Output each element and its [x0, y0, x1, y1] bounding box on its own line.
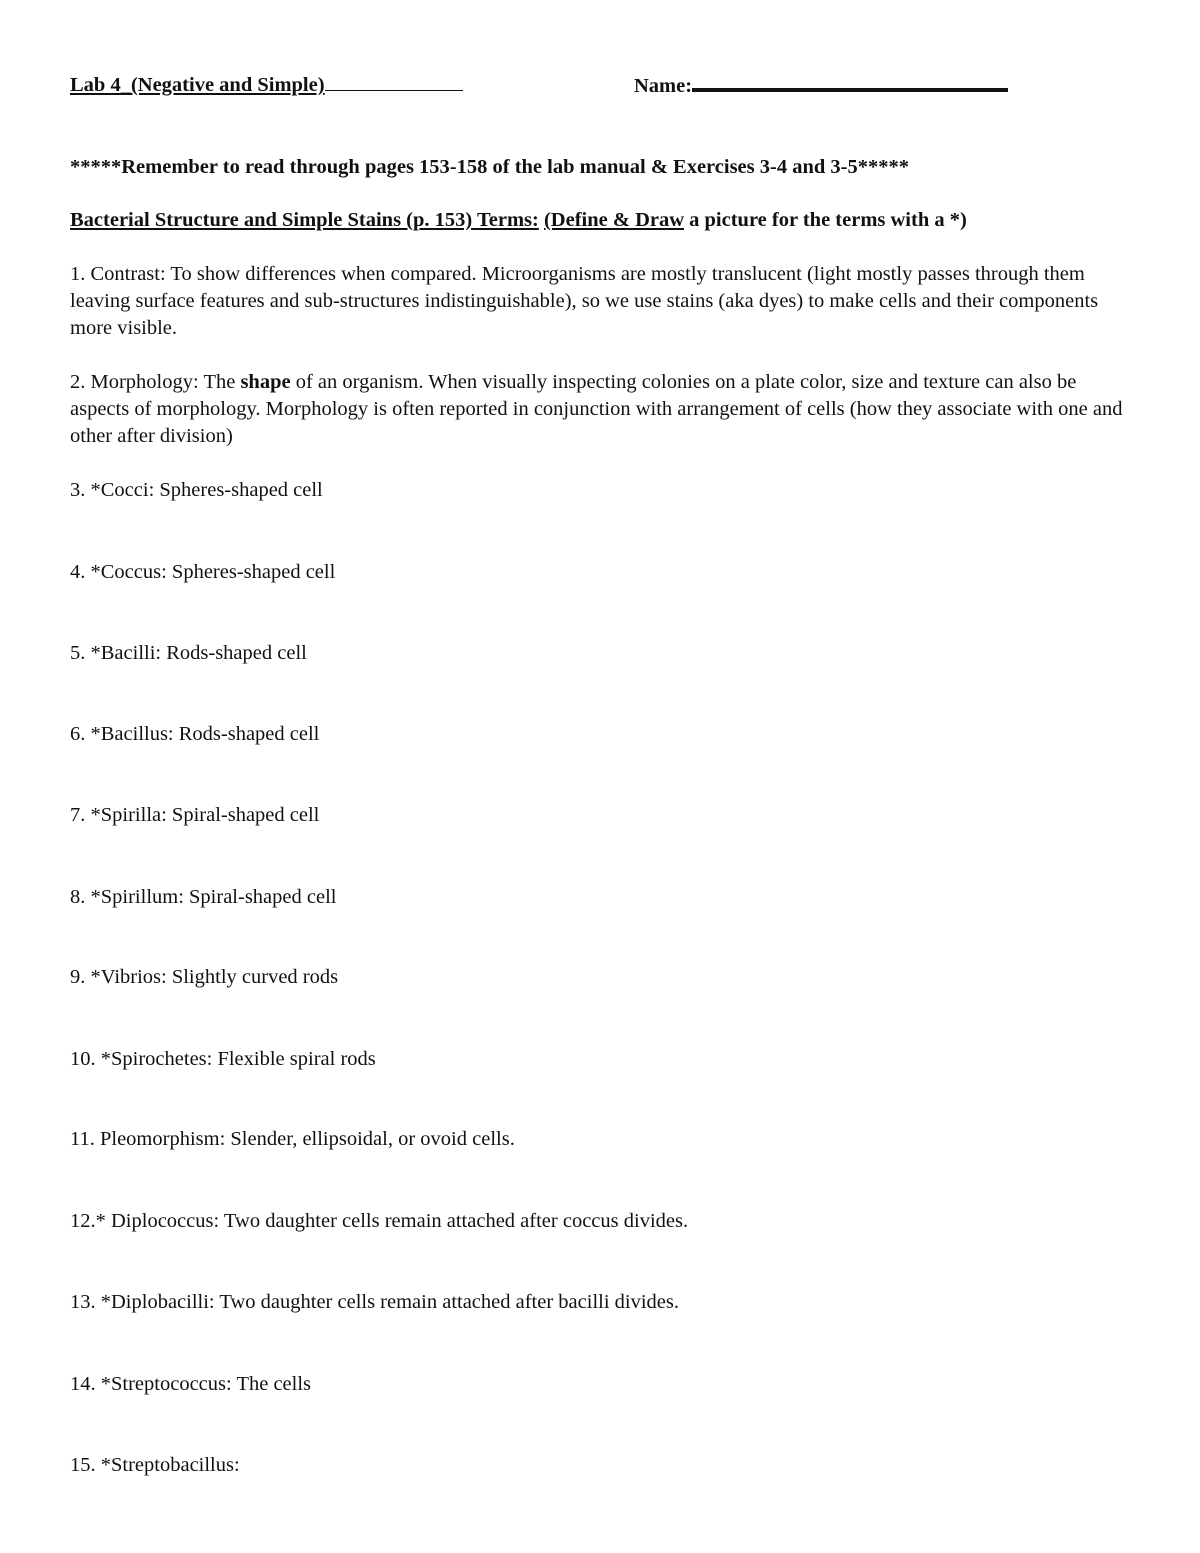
term-pleomorphism: 11. Pleomorphism: Slender, ellipsoidal, or ovoid cells.: [70, 1128, 515, 1150]
lab-title-text: Lab 4_(Negative and Simple): [70, 74, 325, 96]
term-spirillum: 8. *Spirillum: Spiral-shaped cell: [70, 886, 337, 908]
define-draw-instruction: (Define & Draw: [543, 209, 685, 231]
name-label: Name:: [634, 75, 693, 97]
term-streptobacillus: 15. *Streptobacillus:: [70, 1454, 240, 1476]
term-bacilli: 5. *Bacilli: Rods-shaped cell: [70, 642, 307, 664]
term-bacillus: 6. *Bacillus: Rods-shaped cell: [70, 723, 320, 745]
name-field: [634, 74, 1008, 98]
section-title: Bacterial Structure and Simple Stains (p. 153) Terms:: [70, 209, 539, 231]
term-streptococcus: 14. *Streptococcus: The cells: [70, 1373, 312, 1395]
term-diplobacilli: 13. *Diplobacilli: Two daughter cells remain attached after bacilli divides.: [70, 1291, 680, 1313]
title-blank-line: [325, 74, 463, 91]
section-heading: [70, 207, 967, 234]
term-morphology: [70, 369, 1140, 450]
term-spirochetes: 10. *Spirochetes: Flexible spiral rods: [70, 1048, 376, 1070]
term-coccus: 4. *Coccus: Spheres-shaped cell: [70, 561, 336, 583]
term-morphology-start: 2. Morphology: The: [70, 371, 241, 393]
term-cocci: 3. *Cocci: Spheres-shaped cell: [70, 479, 323, 501]
term-spirilla: 7. *Spirilla: Spiral-shaped cell: [70, 804, 320, 826]
lab-title: [70, 74, 463, 97]
name-blank-line: [692, 74, 1008, 92]
term-morphology-emphasis: shape: [240, 371, 291, 393]
term-contrast: 1. Contrast: To show differences when compared. Microorganisms are mostly translucent (light mostly passes through them leaving surface features and sub-structures indistinguishable), so we use stains (aka dyes) to make cells and their components more visible.: [70, 263, 1099, 339]
term-diplococcus: 12.* Diplococcus: Two daughter cells remain attached after coccus divides.: [70, 1210, 689, 1232]
reading-reminder: *****Remember to read through pages 153-158 of the lab manual & Exercises 3-4 and 3-5*****: [70, 156, 909, 178]
instruction-rest: a picture for the terms with a *): [684, 209, 967, 231]
term-morphology-rest: of an organism. When visually inspecting colonies on a plate color, size and texture can also be aspects of morphology. Morphology is often reported in conjunction with arrangement of cells (how they associate with one and other after division): [70, 371, 1123, 447]
term-vibrios: 9. *Vibrios: Slightly curved rods: [70, 966, 339, 988]
